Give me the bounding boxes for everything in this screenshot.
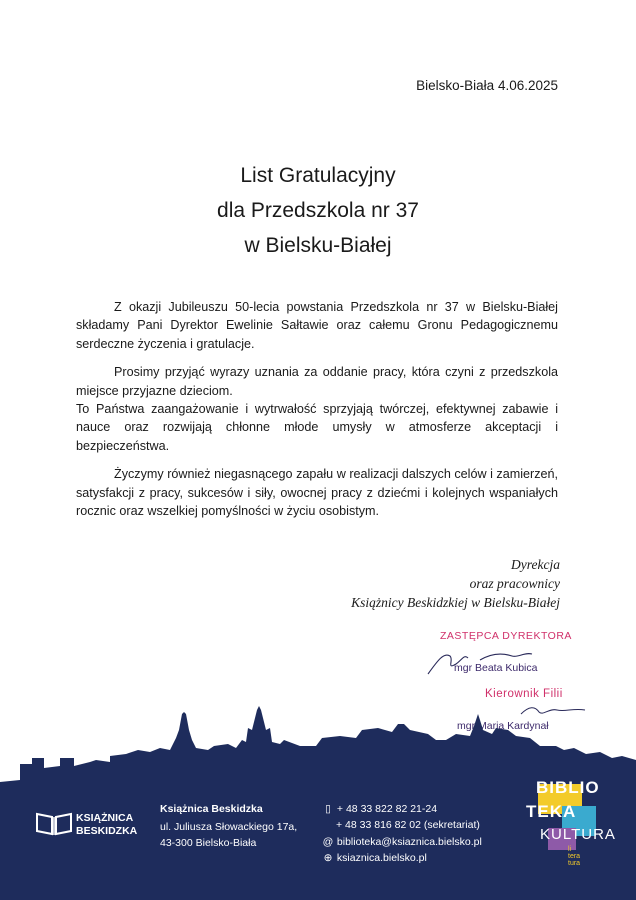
paragraph-2: Prosimy przyjąć wyrazy uznania za oddanie pracy, która czyni z przedszkola miejsce przyjazne dzieciom. (76, 365, 558, 398)
signature-line-3: Książnicy Beskidzkiej w Bielsku-Białej (351, 595, 560, 610)
org-name: Książnica Beskidzka (160, 803, 263, 815)
branch-name: mgr Maria Kardynał (457, 720, 549, 732)
bt-letters-bl: BL (555, 778, 580, 797)
paragraph-3: To Państwa zaangażowanie i wytrwałość sprzyjają twórczej, efektywnej zabawie i nauce oraz rozwijają chłonne młode umysły w atmosferze akceptacji i bezpieczeństwa. (76, 402, 558, 453)
email-row (322, 836, 482, 848)
library-logo-text (76, 812, 137, 838)
website-row (322, 852, 427, 864)
bt-letters-ka: KA (549, 802, 577, 821)
title-line-3: w Bielsku-Białej (244, 234, 392, 257)
deputy-director-stamp (420, 628, 570, 686)
email[interactable]: biblioteka@ksiaznica.bielsko.pl (336, 836, 482, 848)
logo-line-1: KSIĄŻNICA (76, 812, 134, 824)
open-book-icon (34, 808, 74, 838)
address-line-2: 43-300 Bielsko-Biała (160, 837, 257, 849)
place-date: Bielsko-Biała 4.06.2025 (416, 78, 558, 93)
paragraph-1: Z okazji Jubileuszu 50-lecia powstania Przedszkola nr 37 w Bielsku-Białej składamy Pani Dyrektor Ewelinie Sałtawie oraz całemu Gronu Pedagogicznemu serdeczne życzenia i gratulacje. (76, 300, 558, 351)
paragraph-4: Życzymy również niegasnącego zapału w realizacji dalszych celów i zamierzeń, satysfakcji z pracy, sukcesów i siły, owocnej pracy z dziećmi i kolejnych wspaniałych rocznic oraz wszelkiej pomyślności w życiu osobistym. (76, 467, 558, 519)
bt-small-1: li (568, 846, 572, 853)
at-icon: @ (322, 836, 334, 848)
footer (0, 700, 636, 900)
bt-letters-ltura: LTURA (562, 826, 616, 843)
address-line-1: ul. Juliusza Słowackiego 17a, (160, 821, 298, 833)
bt-small-3: tura (568, 860, 581, 867)
phone-row-1 (322, 803, 437, 815)
bt-small-2: tera (568, 853, 581, 860)
letter-title (0, 158, 636, 263)
phone-2: + 48 33 816 82 02 (sekretariat) (336, 819, 480, 831)
bt-letters-ku: KU (540, 826, 563, 843)
deputy-title: ZASTĘPCA DYREKTORA (440, 630, 572, 642)
branch-title: Kierownik Filii (485, 688, 563, 700)
phone-1: + 48 33 822 82 21-24 (336, 803, 438, 815)
letter-body (76, 298, 558, 530)
title-line-1: List Gratulacyjny (240, 164, 396, 187)
bt-small-words (568, 846, 580, 867)
city-skyline-silhouette (0, 700, 636, 900)
globe-icon: ⊕ (323, 852, 333, 864)
bt-letters-io: IO (579, 778, 600, 797)
signature-line-2: oraz pracownicy (469, 576, 560, 591)
bt-row-3 (540, 826, 616, 843)
title-line-2: dla Przedszkola nr 37 (217, 199, 419, 222)
bt-letters-bi: BI (536, 778, 555, 797)
bt-row-2 (526, 802, 576, 822)
deputy-name: mgr Beata Kubica (454, 662, 538, 674)
logo-line-2: BESKIDZKA (76, 825, 138, 837)
phone-icon: ▯ (325, 803, 331, 815)
website[interactable]: ksiaznica.bielsko.pl (336, 852, 427, 864)
bt-row-1 (536, 778, 600, 798)
signature-line-1: Dyrekcja (511, 557, 560, 572)
signature-block (260, 555, 560, 612)
bt-letters-te: TE (526, 802, 550, 821)
